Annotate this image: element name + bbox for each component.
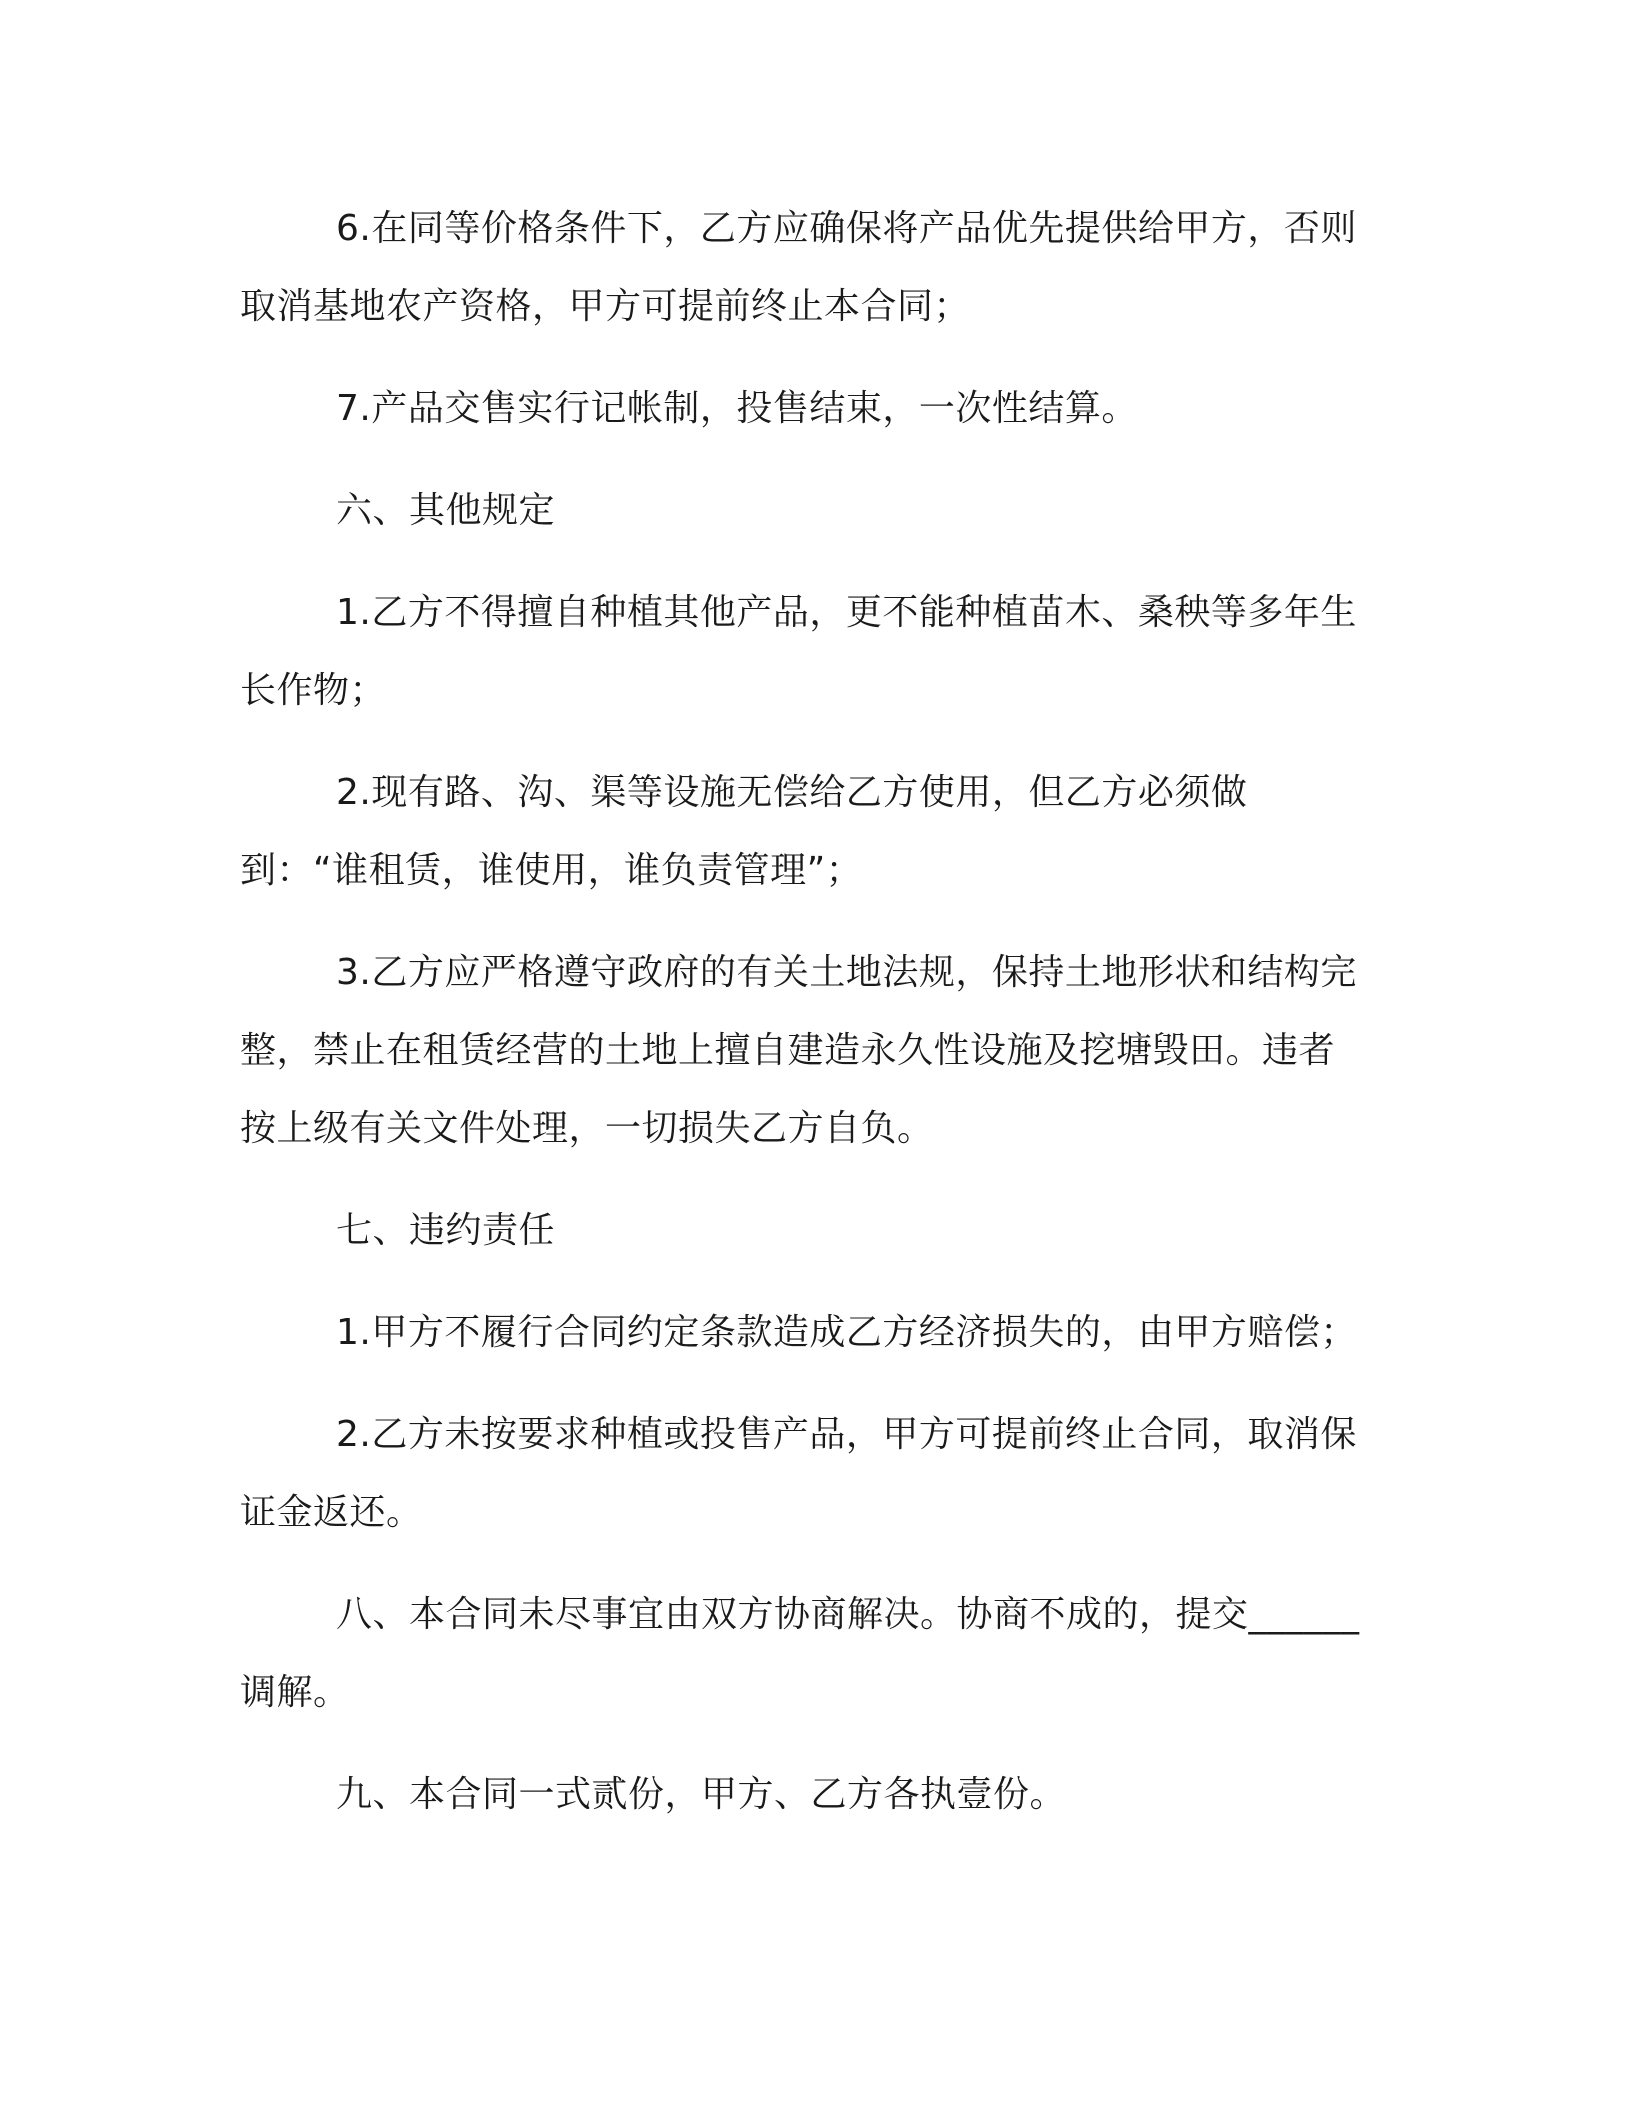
section-heading: 六、其他规定: [336, 490, 556, 531]
document-body: [240, 190, 1370, 1834]
clause-paragraph: 1.甲方不履行合同约定条款造成乙方经济损失的，由甲方赔偿；: [336, 1312, 1357, 1353]
clause-paragraph: 3.乙方应严格遵守政府的有关土地法规，保持土地形状和结构完整，禁止在租赁经营的土地上擅自建造永久性设施及挖塘毁田。违者按上级有关文件处理，一切损失乙方自负。: [240, 952, 1357, 1149]
clause-paragraph: 6.在同等价格条件下，乙方应确保将产品优先提供给甲方，否则取消基地农产资格，甲方可提前终止本合同；: [240, 208, 1357, 327]
clause-paragraph: 1.乙方不得擅自种植其他产品，更不能种植苗木、桑秧等多年生长作物；: [240, 592, 1357, 711]
clause-paragraph: 九、本合同一式贰份，甲方、乙方各执壹份。: [336, 1774, 1067, 1815]
clause-paragraph: 2.现有路、沟、渠等设施无偿给乙方使用，但乙方必须做到：“谁租赁，谁使用，谁负责管理”；: [240, 772, 1248, 891]
clause-paragraph: 八、本合同未尽事宜由双方协商解决。协商不成的，提交______调解。: [240, 1594, 1360, 1713]
clause-paragraph: 2.乙方未按要求种植或投售产品，甲方可提前终止合同，取消保证金返还。: [240, 1414, 1357, 1533]
section-heading: 七、违约责任: [336, 1210, 556, 1251]
clause-paragraph: 7.产品交售实行记帐制，投售结束，一次性结算。: [336, 388, 1138, 429]
